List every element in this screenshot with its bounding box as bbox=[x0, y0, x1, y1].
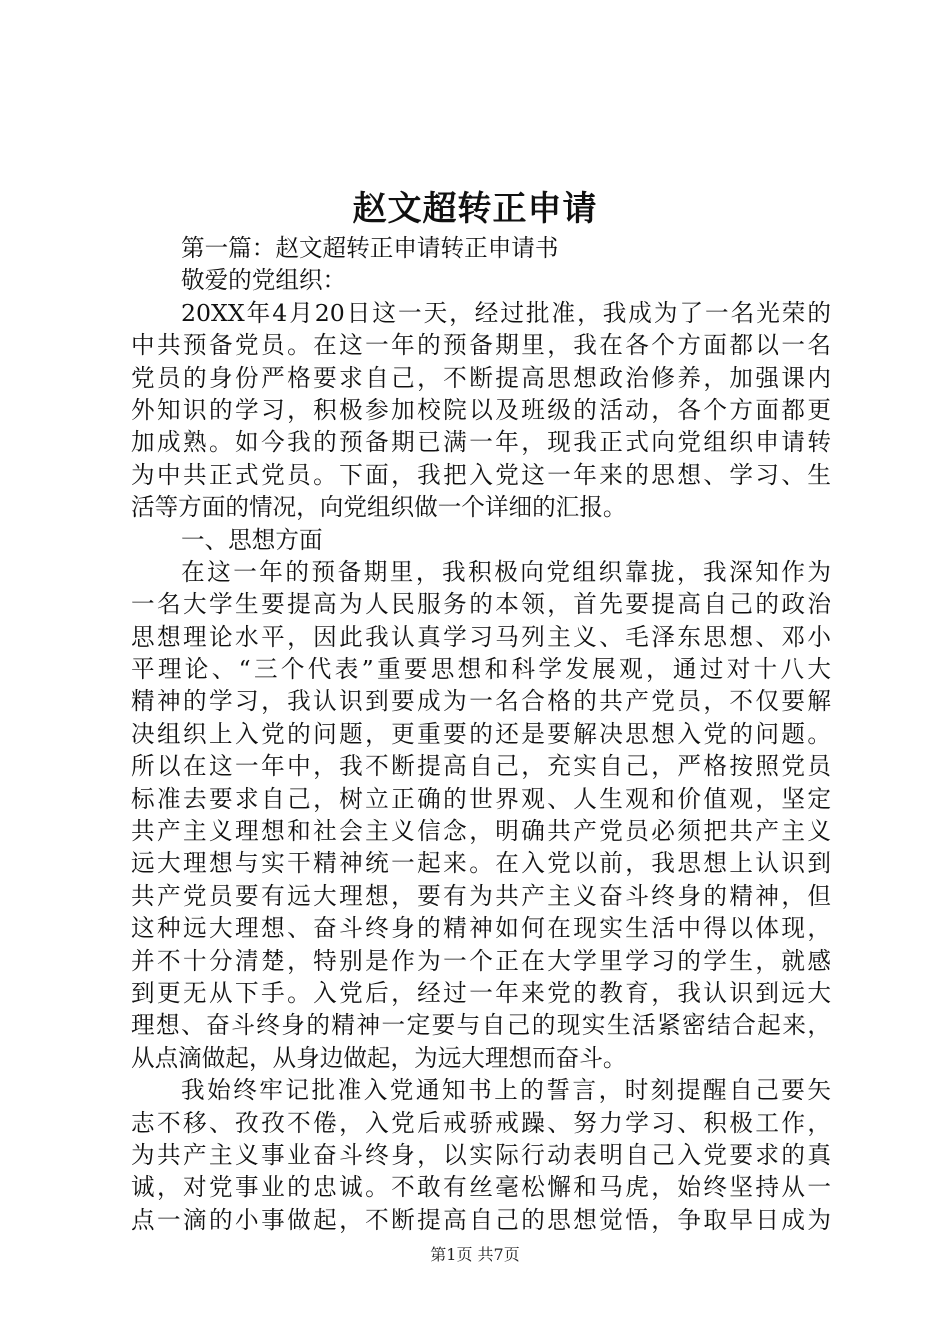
text-line: 我始终牢记批准入党通知书上的誓言，时刻提醒自己要矢 bbox=[181, 1076, 831, 1105]
text-line: 并不十分清楚，特别是作为一个正在大学里学习的学生，就感 bbox=[131, 946, 831, 975]
section-heading: 第一篇：赵文超转正申请转正申请书 bbox=[181, 234, 559, 262]
text-line: 共产主义理想和社会主义信念，明确共产党员必须把共产主义 bbox=[131, 817, 831, 846]
document-title: 赵文超转正申请 bbox=[352, 189, 598, 229]
text-line: 共产党员要有远大理想，要有为共产主义奋斗终身的精神，但 bbox=[131, 881, 831, 910]
text-line: 精神的学习，我认识到要成为一名合格的共产党员，不仅要解 bbox=[131, 687, 831, 716]
text-line: 这种远大理想、奋斗终身的精神如何在现实生活中得以体现， bbox=[131, 914, 831, 943]
text-line: 思想理论水平，因此我认真学习马列主义、毛泽东思想、邓小 bbox=[131, 622, 831, 651]
text-line: 点一滴的小事做起，不断提高自己的思想觉悟，争取早日成为 bbox=[131, 1205, 831, 1234]
text-line: 标准去要求自己，树立正确的世界观、人生观和价值观，坚定 bbox=[131, 784, 831, 813]
text-line: 为共产主义事业奋斗终身，以实际行动表明自己入党要求的真 bbox=[131, 1140, 831, 1169]
text-line: 理想、奋斗终身的精神一定要与自己的现实生活紧密结合起来， bbox=[131, 1011, 831, 1040]
text-line: 党员的身份严格要求自己，不断提高思想政治修养，加强课内 bbox=[131, 363, 831, 392]
text-line: 活等方面的情况，向党组织做一个详细的汇报。 bbox=[131, 493, 627, 522]
text-line: 远大理想与实干精神统一起来。在入党以前，我思想上认识到 bbox=[131, 849, 831, 878]
text-line: 平理论、“三个代表”重要思想和科学发展观，通过对十八大 bbox=[131, 655, 831, 684]
text-line: 为中共正式党员。下面，我把入党这一年来的思想、学习、生 bbox=[131, 460, 831, 489]
page-footer: 第1页 共7页 bbox=[430, 1245, 520, 1264]
document-body bbox=[131, 232, 831, 1236]
text-line: 一、思想方面 bbox=[181, 525, 323, 554]
text-line: 加成熟。如今我的预备期已满一年，现我正式向党组织申请转 bbox=[131, 428, 831, 457]
text-line: 所以在这一年中，我不断提高自己，充实自己，严格按照党员 bbox=[131, 752, 831, 781]
paragraph-lines bbox=[131, 297, 831, 1236]
salutation: 敬爱的党组织： bbox=[181, 266, 347, 295]
text-line: 中共预备党员。在这一年的预备期里，我在各个方面都以一名 bbox=[131, 331, 831, 360]
text-line: 20XX年4月20日这一天，经过批准，我成为了一名光荣的 bbox=[181, 298, 831, 327]
text-line: 一名大学生要提高为人民服务的本领，首先要提高自己的政治 bbox=[131, 590, 831, 619]
text-line: 决组织上入党的问题，更重要的还是要解决思想入党的问题。 bbox=[131, 719, 831, 748]
text-line: 在这一年的预备期里，我积极向党组织靠拢，我深知作为 bbox=[181, 557, 831, 586]
text-line: 外知识的学习，积极参加校院以及班级的活动，各个方面都更 bbox=[131, 395, 831, 424]
text-line: 从点滴做起，从身边做起，为远大理想而奋斗。 bbox=[131, 1043, 627, 1072]
text-line: 志不移、孜孜不倦，入党后戒骄戒躁、努力学习、积极工作， bbox=[131, 1108, 831, 1137]
text-line: 到更无从下手。入党后，经过一年来党的教育，我认识到远大 bbox=[131, 978, 831, 1007]
text-line: 诚，对党事业的忠诚。不敢有丝毫松懈和马虎，始终坚持从一 bbox=[131, 1173, 831, 1202]
